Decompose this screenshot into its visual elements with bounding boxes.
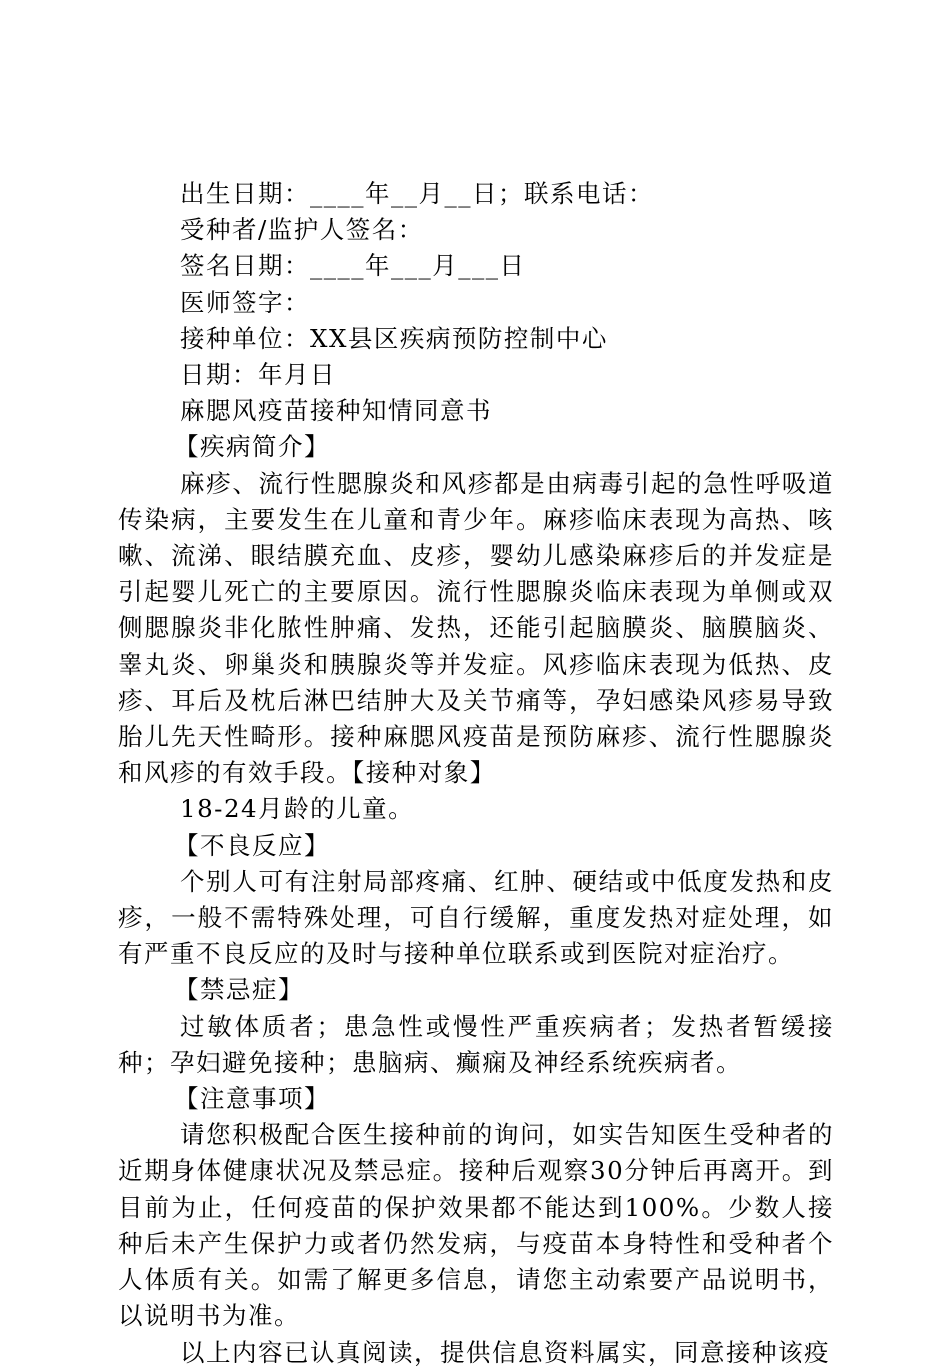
document-page	[118, 176, 834, 1371]
document-title: 麻腮风疫苗接种知情同意书	[180, 396, 492, 426]
reaction-paragraph: 个别人可有注射局部疼痛、红肿、硬结或中低度发热和皮疹，一般不需特殊处理，可自行缓解，重度发热对症处理，如有严重不良反应的及时与接种单位联系或到医院对症治疗。	[118, 866, 834, 969]
reaction-heading: 【不良反应】	[174, 830, 330, 860]
disease-heading: 【疾病简介】	[174, 432, 330, 462]
doctor-sign-field: 医师签字：	[180, 287, 310, 317]
contraindication-paragraph: 过敏体质者；患急性或慢性严重疾病者；发热者暂缓接种；孕妇避免接种；患脑病、癫痫及神经系统疾病者。	[118, 1011, 834, 1077]
disease-paragraph: 麻疹、流行性腮腺炎和风疹都是由病毒引起的急性呼吸道传染病，主要发生在儿童和青少年。麻疹临床表现为高热、咳嗽、流涕、眼结膜充血、皮疹，婴幼儿感染麻疹后的并发症是引起婴儿死亡的主要原因。流行性腮腺炎临床表现为单侧或双侧腮腺炎非化脓性肿痛、发热，还能引起脑膜炎、脑膜脑炎、睾丸炎、卵巢炎和胰腺炎等并发症。风疹临床表现为低热、皮疹、耳后及枕后淋巴结肿大及关节痛等，孕妇感染风疹易导致胎儿先天性畸形。接种麻腮风疫苗是预防麻疹、流行性腮腺炎和风疹的有效手段。【接种对象】	[118, 468, 834, 788]
birth-date-field: 出生日期：____年__月__日；联系电话：	[180, 179, 654, 208]
target-paragraph: 18-24月龄的儿童。	[180, 794, 415, 824]
date-field: 日期：年月日	[180, 360, 336, 390]
signature-field: 受种者/监护人签名：	[180, 215, 424, 245]
notice-heading: 【注意事项】	[174, 1084, 330, 1114]
contraindication-heading: 【禁忌症】	[174, 975, 304, 1005]
sign-date-field: 签名日期：____年___月___日	[180, 251, 526, 281]
consent-paragraph: 以上内容已认真阅读，提供信息资料属实，同意接种该疫	[180, 1337, 830, 1367]
notice-paragraph: 请您积极配合医生接种前的询问，如实告知医生受种者的近期身体健康状况及禁忌症。接种后观察30分钟后再离开。到目前为止，任何疫苗的保护效果都不能达到100%。少数人接种后未产生保护力或者仍然发病，与疫苗本身特性和受种者个人体质有关。如需了解更多信息，请您主动索要产品说明书，以说明书为准。	[118, 1120, 834, 1331]
unit-field: 接种单位：XX县区疾病预防控制中心	[180, 323, 608, 353]
